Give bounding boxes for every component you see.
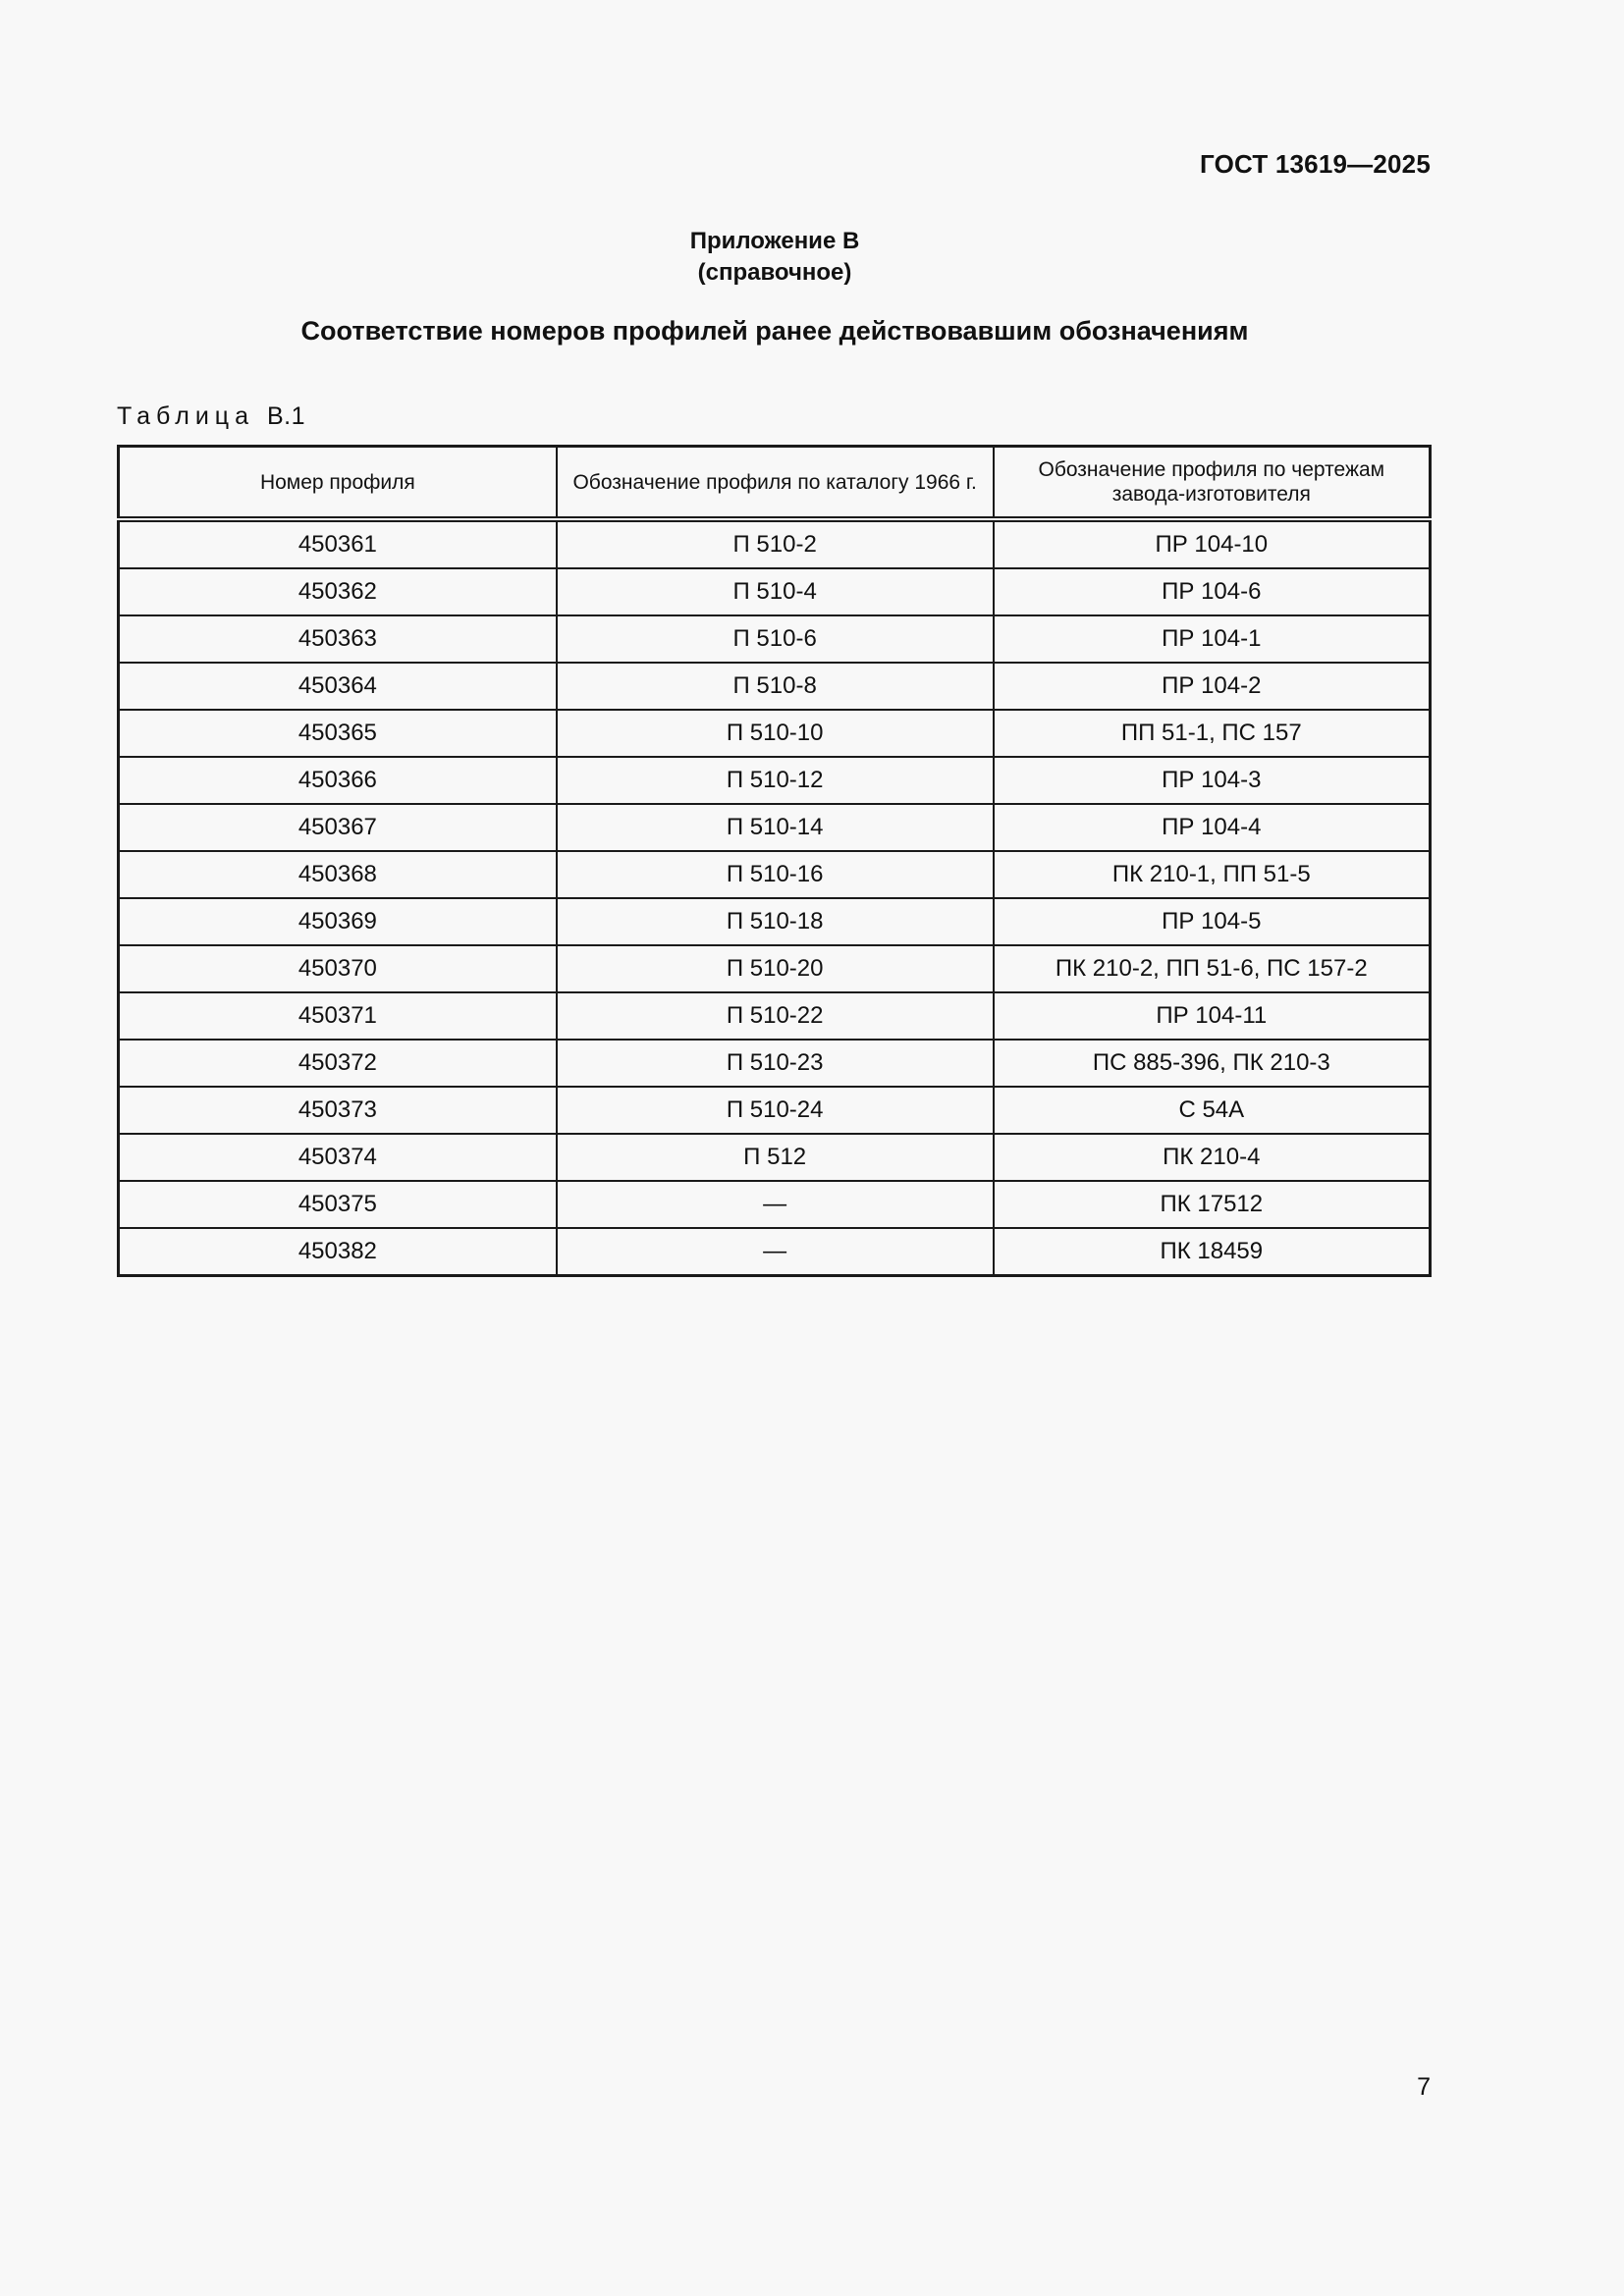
cell-catalog-designation: П 510-24 — [557, 1087, 994, 1134]
table-row — [119, 519, 1431, 568]
table-row — [119, 992, 1431, 1040]
header-row — [119, 447, 1431, 520]
cell-factory-designation: ПР 104-4 — [994, 804, 1431, 851]
table-body — [119, 519, 1431, 1276]
cell-factory-designation: ПП 51-1, ПС 157 — [994, 710, 1431, 757]
cell-factory-designation: ПР 104-5 — [994, 898, 1431, 945]
table-row — [119, 804, 1431, 851]
table-row — [119, 1181, 1431, 1228]
page-number: 7 — [1417, 2073, 1431, 2101]
table-row — [119, 945, 1431, 992]
cell-profile-number: 450370 — [119, 945, 557, 992]
table-row — [119, 851, 1431, 898]
table-caption — [117, 402, 305, 431]
cell-factory-designation: С 54А — [994, 1087, 1431, 1134]
cell-factory-designation: ПР 104-3 — [994, 757, 1431, 804]
cell-profile-number: 450363 — [119, 615, 557, 663]
column-header-profile-number: Номер профиля — [119, 447, 557, 520]
cell-factory-designation: ПР 104-11 — [994, 992, 1431, 1040]
cell-factory-designation: ПК 17512 — [994, 1181, 1431, 1228]
cell-profile-number: 450366 — [119, 757, 557, 804]
table-row — [119, 615, 1431, 663]
cell-catalog-designation: П 512 — [557, 1134, 994, 1181]
cell-factory-designation: ПР 104-10 — [994, 519, 1431, 568]
appendix-title: Приложение В — [689, 228, 860, 254]
table-row — [119, 1040, 1431, 1087]
cell-profile-number: 450374 — [119, 1134, 557, 1181]
cell-factory-designation: ПК 210-1, ПП 51-5 — [994, 851, 1431, 898]
cell-factory-designation: ПР 104-1 — [994, 615, 1431, 663]
cell-catalog-designation: П 510-2 — [557, 519, 994, 568]
cell-factory-designation: ПК 210-2, ПП 51-6, ПС 157-2 — [994, 945, 1431, 992]
cell-profile-number: 450369 — [119, 898, 557, 945]
cell-catalog-designation: П 510-14 — [557, 804, 994, 851]
table-row — [119, 1087, 1431, 1134]
cell-profile-number: 450367 — [119, 804, 557, 851]
table-row — [119, 663, 1431, 710]
table-row — [119, 1228, 1431, 1276]
table-row — [119, 1134, 1431, 1181]
column-header-catalog-1966: Обозначение профиля по каталогу 1966 г. — [557, 447, 994, 520]
cell-profile-number: 450371 — [119, 992, 557, 1040]
cell-profile-number: 450368 — [119, 851, 557, 898]
cell-catalog-designation: П 510-22 — [557, 992, 994, 1040]
table-row — [119, 710, 1431, 757]
cell-catalog-designation: — — [557, 1181, 994, 1228]
appendix-subtitle: (справочное) — [697, 259, 852, 286]
cell-catalog-designation: П 510-18 — [557, 898, 994, 945]
cell-profile-number: 450361 — [119, 519, 557, 568]
cell-profile-number: 450373 — [119, 1087, 557, 1134]
cell-catalog-designation: П 510-10 — [557, 710, 994, 757]
cell-catalog-designation: П 510-4 — [557, 568, 994, 615]
section-title: Соответствие номеров профилей ранее действовавшим обозначениям — [300, 316, 1249, 346]
table-row — [119, 898, 1431, 945]
cell-factory-designation: ПР 104-6 — [994, 568, 1431, 615]
table-row — [119, 757, 1431, 804]
cell-profile-number: 450362 — [119, 568, 557, 615]
cell-catalog-designation: П 510-8 — [557, 663, 994, 710]
cell-profile-number: 450365 — [119, 710, 557, 757]
document-code: ГОСТ 13619—2025 — [1200, 149, 1431, 179]
cell-catalog-designation: П 510-12 — [557, 757, 994, 804]
table-caption-number: В.1 — [266, 402, 306, 430]
cell-profile-number: 450372 — [119, 1040, 557, 1087]
cell-factory-designation: ПК 18459 — [994, 1228, 1431, 1276]
cell-catalog-designation: — — [557, 1228, 994, 1276]
cell-profile-number: 450382 — [119, 1228, 557, 1276]
cell-profile-number: 450375 — [119, 1181, 557, 1228]
profiles-table — [117, 445, 1432, 1277]
cell-factory-designation: ПР 104-2 — [994, 663, 1431, 710]
cell-factory-designation: ПК 210-4 — [994, 1134, 1431, 1181]
table-row — [119, 568, 1431, 615]
appendix-heading — [0, 226, 1549, 289]
cell-profile-number: 450364 — [119, 663, 557, 710]
table-caption-word: Таблица — [117, 402, 255, 430]
cell-catalog-designation: П 510-23 — [557, 1040, 994, 1087]
cell-catalog-designation: П 510-6 — [557, 615, 994, 663]
cell-factory-designation: ПС 885-396, ПК 210-3 — [994, 1040, 1431, 1087]
column-header-factory-drawings: Обозначение профиля по чертежам завода-изготовителя — [994, 447, 1431, 520]
cell-catalog-designation: П 510-16 — [557, 851, 994, 898]
cell-catalog-designation: П 510-20 — [557, 945, 994, 992]
table-header — [119, 447, 1431, 520]
